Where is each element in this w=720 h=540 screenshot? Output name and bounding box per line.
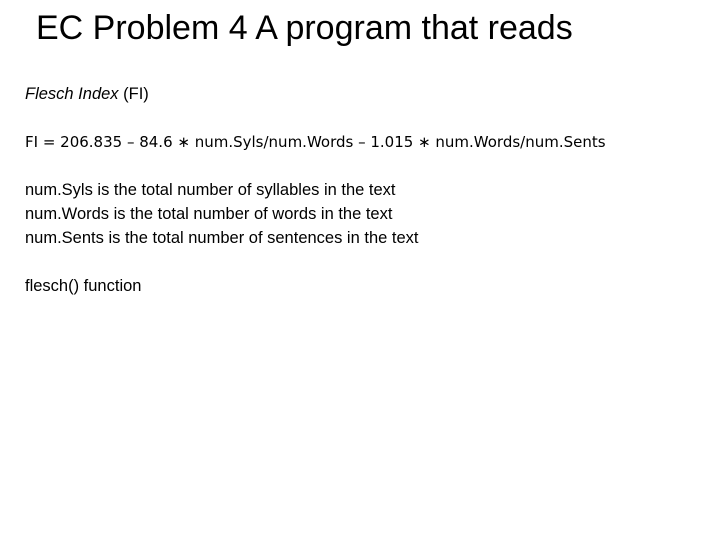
slide-title: EC Problem 4 A program that reads <box>36 9 573 47</box>
function-note: flesch() function <box>25 277 142 295</box>
formula-line: FI = 206.835 – 84.6 ∗ num.Syls/num.Words – 1.015 ∗ num.Words/num.Sents <box>25 133 606 151</box>
spacer <box>25 154 705 178</box>
definition-term: Flesch Index <box>25 85 119 103</box>
slide-body <box>25 82 705 298</box>
definition-abbrev: (FI) <box>118 85 149 103</box>
spacer <box>25 106 705 130</box>
variable-line-words: num.Words is the total number of words in the text <box>25 205 393 223</box>
spacer <box>25 250 705 274</box>
variable-line-syls: num.Syls is the total number of syllables in the text <box>25 181 396 199</box>
definition-line <box>25 82 705 106</box>
variable-line-sents: num.Sents is the total number of sentences in the text <box>25 229 419 247</box>
